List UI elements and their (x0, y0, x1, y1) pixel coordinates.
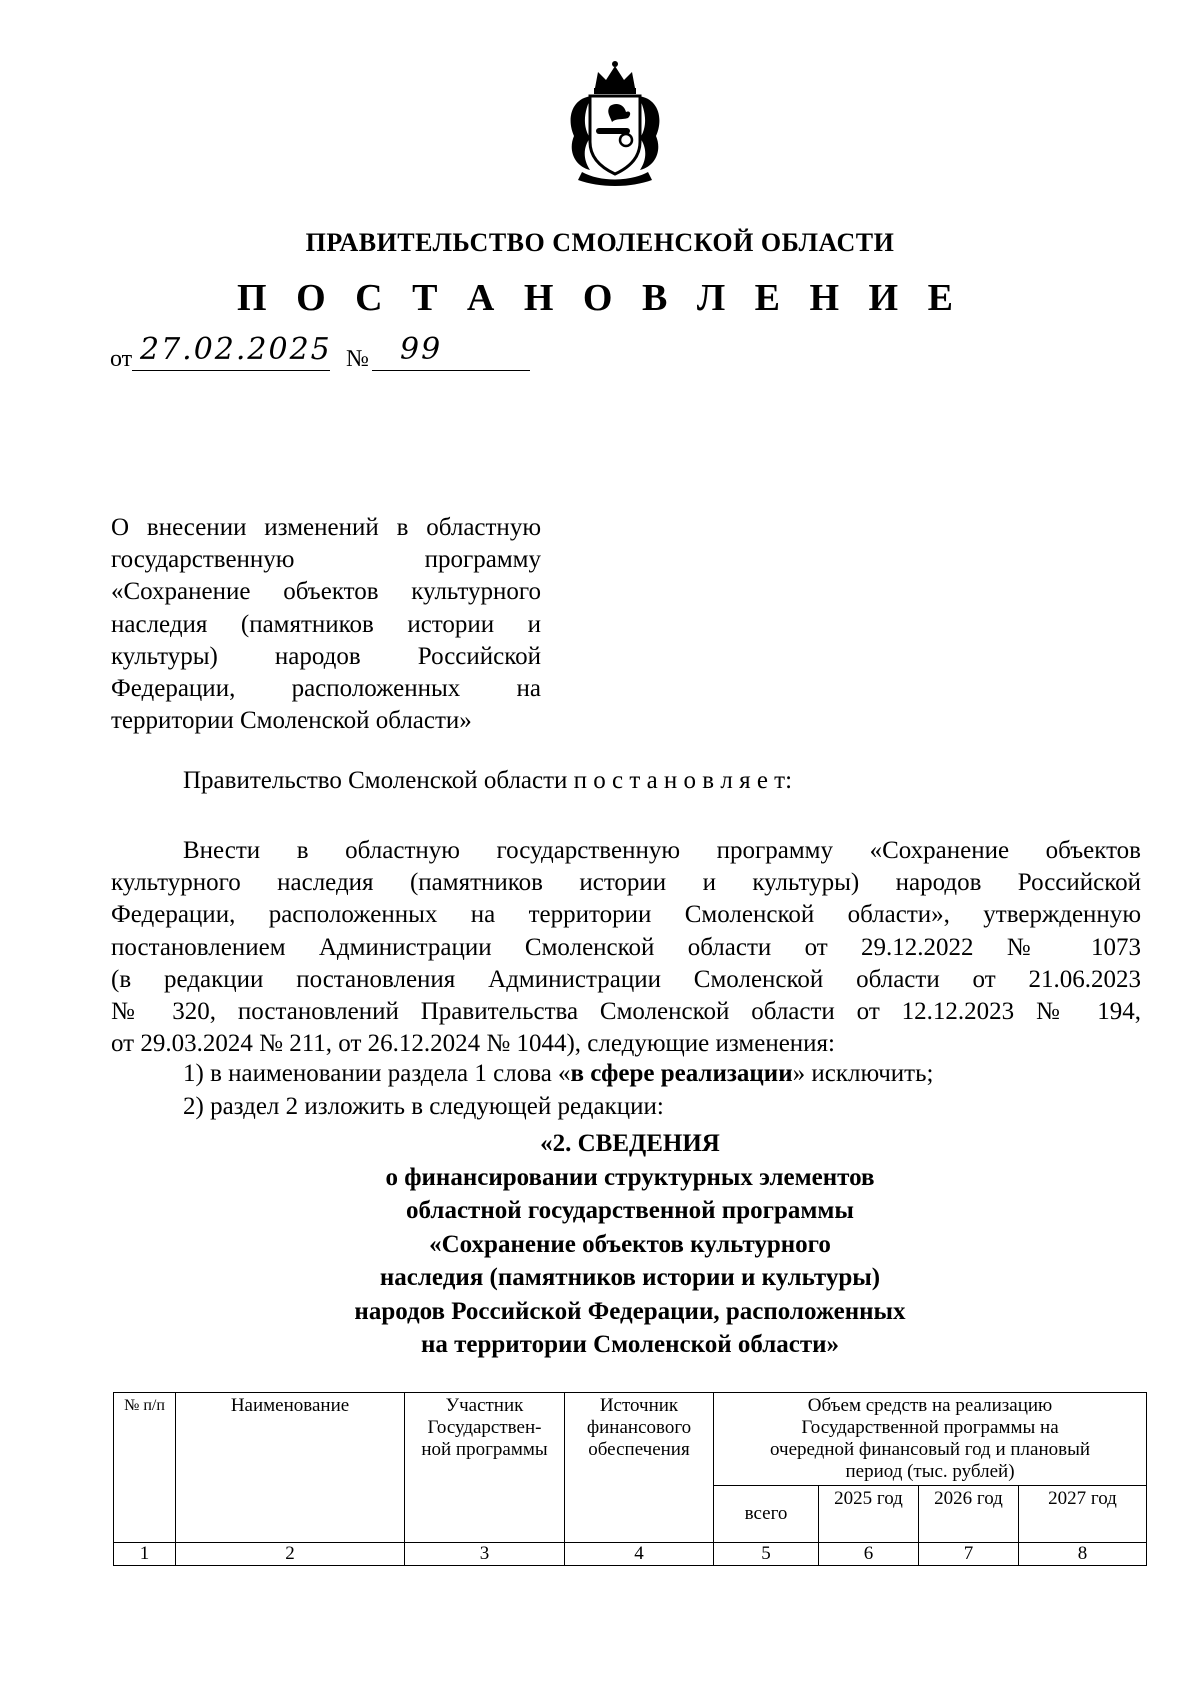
subject-line: «Сохранение объектов культурного (111, 578, 541, 606)
section-title-line: наследия (памятников истории и культуры) (379, 1264, 881, 1291)
financing-table (113, 1392, 1147, 1566)
section-title-line: о финансировании структурных элементов (385, 1163, 875, 1191)
header-source-line: обеспечения (588, 1439, 690, 1460)
body-line: постановлением Администрации Смоленской области от 29.12.2022 № 1073 (111, 933, 1141, 961)
header-volume-line: период (тыс. рублей) (845, 1461, 1015, 1482)
column-number: 6 (819, 1543, 919, 1566)
section-title-line: областной государственной программы (406, 1197, 854, 1224)
header-name: Наименование (176, 1393, 405, 1543)
body-line: культурного наследия (памятников истории и культуры) народов Российской (111, 869, 1141, 897)
table-header-row (114, 1393, 1147, 1486)
body-line: (в редакции постановления Администрации Смоленской области от 21.06.2023 (111, 965, 1141, 993)
header-participant-line: Государствен- (427, 1417, 542, 1438)
item-1-text-after: » исключить; (792, 1060, 934, 1087)
header-participant (405, 1393, 565, 1543)
subject-line: наследия (памятников истории и (111, 610, 541, 638)
coat-of-arms-emblem (560, 58, 670, 188)
section-title-line: «Сохранение объектов культурного (429, 1230, 831, 1258)
subject-line: Федерации, расположенных на (111, 675, 541, 703)
section-title (0, 1127, 1200, 1362)
header-source-line: Источник (599, 1395, 679, 1416)
subject-line: культуры) народов Российской (111, 642, 541, 670)
number-prefix: № (346, 346, 369, 372)
header-year-2025: 2025 год (819, 1486, 919, 1543)
body-line: от 29.03.2024 № 211, от 26.12.2024 № 1044), следующие изменения: (111, 1030, 835, 1058)
date-underline (132, 370, 330, 371)
column-number: 8 (1019, 1543, 1147, 1566)
handwritten-date: 27.02.2025 (140, 332, 332, 367)
column-number: 4 (565, 1543, 714, 1566)
header-source-line: финансового (586, 1417, 692, 1438)
body-paragraph (111, 835, 1141, 1060)
document-type: П О С Т А Н О В Л Е Н И Е (237, 277, 963, 319)
number-underline (372, 370, 530, 371)
item-1-bold-text: в сфере реализации (570, 1060, 793, 1087)
column-number: 5 (714, 1543, 819, 1566)
header-volume-line: очередной финансовый год и плановый (770, 1439, 1091, 1460)
subject-line: государственную программу (111, 546, 541, 574)
list-item-1 (183, 1060, 933, 1088)
header-source (565, 1393, 714, 1543)
column-number: 2 (176, 1543, 405, 1566)
header-participant-line: ной программы (421, 1439, 548, 1460)
decree-statement: Правительство Смоленской области п о с т а н о в л я е т: (183, 767, 793, 794)
header-volume (714, 1393, 1147, 1486)
subject-line: О внесении изменений в областную (111, 514, 541, 541)
column-number: 1 (114, 1543, 176, 1566)
document-subject (111, 512, 541, 737)
header-number: № п/п (114, 1393, 176, 1543)
date-prefix: от (110, 346, 133, 372)
section-title-line: «2. СВЕДЕНИЯ (540, 1130, 720, 1157)
handwritten-number: 99 (400, 332, 443, 367)
header-volume-line: Объем средств на реализацию (807, 1395, 1053, 1416)
header-total: всего (714, 1486, 819, 1543)
body-line: Федерации, расположенных на территории Смоленской области», утвержденную (111, 901, 1141, 929)
body-line: № 320, постановлений Правительства Смоленской области от 12.12.2023 № 194, (111, 998, 1141, 1026)
section-title-line: народов Российской Федерации, расположенных (354, 1297, 906, 1325)
item-1-text-before: 1) в наименовании раздела 1 слова « (183, 1060, 571, 1087)
government-name: ПРАВИТЕЛЬСТВО СМОЛЕНСКОЙ ОБЛАСТИ (305, 228, 895, 257)
column-number: 3 (405, 1543, 565, 1566)
header-year-2027: 2027 год (1019, 1486, 1147, 1543)
header-volume-line: Государственной программы на (801, 1417, 1059, 1438)
header-year-2026: 2026 год (919, 1486, 1019, 1543)
list-item-2: 2) раздел 2 изложить в следующей редакции: (183, 1093, 664, 1120)
header-participant-line: Участник (445, 1395, 524, 1416)
subject-line: территории Смоленской области» (111, 707, 472, 735)
body-line: Внести в областную государственную программу «Сохранение объектов (183, 837, 1141, 864)
column-number: 7 (919, 1543, 1019, 1566)
table-column-numbers-row (114, 1543, 1147, 1566)
section-title-line: на территории Смоленской области» (420, 1331, 840, 1358)
